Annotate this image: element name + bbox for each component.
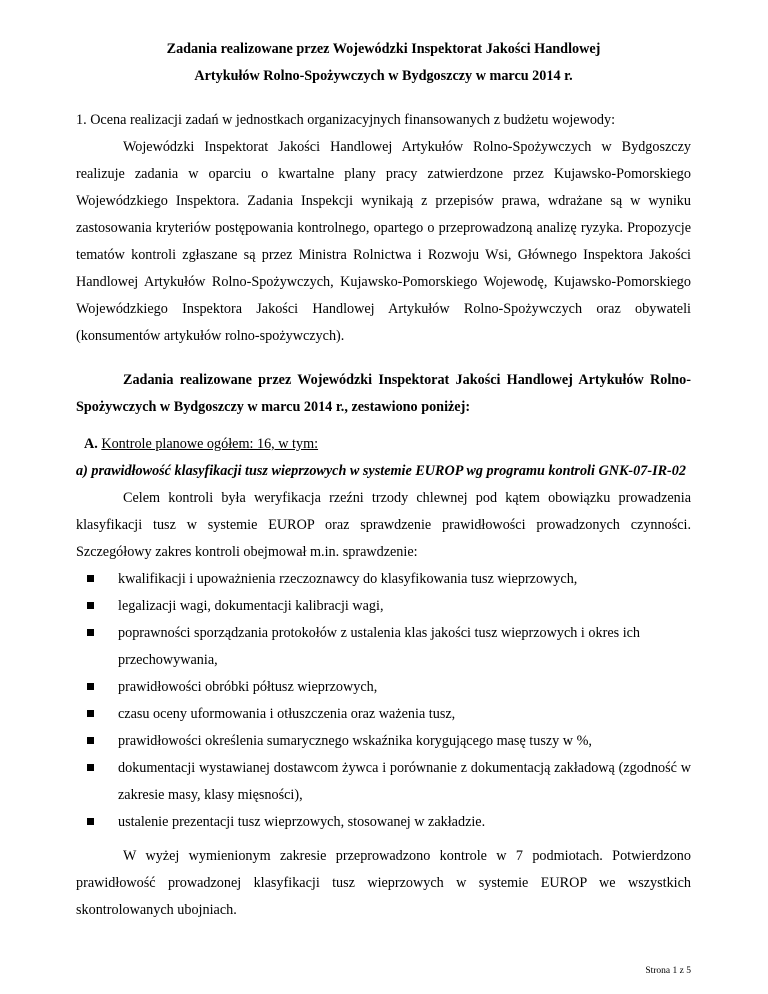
section-a-text: Kontrole planowe ogółem: 16, w tym: bbox=[101, 436, 319, 452]
list-item: poprawności sporządzania protokołów z ustalenia klas jakości tusz wieprzowych i okres ich przechowywania, bbox=[76, 620, 691, 674]
square-bullet-icon bbox=[87, 710, 94, 717]
page-number-footer: Strona 1 z 5 bbox=[645, 966, 691, 976]
section-a-heading bbox=[76, 431, 691, 458]
list-item: prawidłowości określenia sumarycznego wskaźnika korygującego masę tuszy w %, bbox=[76, 728, 691, 755]
list-item: dokumentacji wystawianej dostawcom żywca i porównanie z dokumentacją zakładową (zgodność w zakresie masy, klasy mięsności), bbox=[76, 755, 691, 809]
document-title-line-1: Zadania realizowane przez Wojewódzki Inspektorat Jakości Handlowej bbox=[166, 41, 601, 57]
list-item: czasu oceny uformowania i otłuszczenia oraz ważenia tusz, bbox=[76, 701, 691, 728]
square-bullet-icon bbox=[87, 764, 94, 771]
square-bullet-icon bbox=[87, 683, 94, 690]
paragraph-3: W wyżej wymienionym zakresie przeprowadzono kontrole w 7 podmiotach. Potwierdzono prawidłowość prowadzonej klasyfikacji tusz wieprzowych w systemie EUROP we wszystkich skontrolowanych ubojniach. bbox=[76, 848, 691, 918]
scope-bullet-list bbox=[76, 566, 691, 836]
list-item: prawidłowości obróbki półtusz wieprzowych, bbox=[76, 674, 691, 701]
square-bullet-icon bbox=[87, 575, 94, 582]
list-item: ustalenie prezentacji tusz wieprzowych, stosowanej w zakładzie. bbox=[76, 809, 691, 836]
list-item: kwalifikacji i upoważnienia rzeczoznawcy do klasyfikowania tusz wieprzowych, bbox=[76, 566, 691, 593]
square-bullet-icon bbox=[87, 737, 94, 744]
square-bullet-icon bbox=[87, 818, 94, 825]
document-body bbox=[76, 36, 691, 924]
bold-summary-paragraph: Zadania realizowane przez Wojewódzki Inspektorat Jakości Handlowej Artykułów Rolno-Spożywczych w Bydgoszczy w marcu 2014 r., zestawiono poniżej: bbox=[76, 372, 691, 415]
section-a-letter: A. bbox=[84, 436, 98, 452]
square-bullet-icon bbox=[87, 629, 94, 636]
paragraph-1: Wojewódzki Inspektorat Jakości Handlowej Artykułów Rolno-Spożywczych w Bydgoszczy realizuje zadania w oparciu o kwartalne plany pracy zatwierdzone przez Kujawsko-Pomorskiego Wojewódzkiego Inspektora. Zadania Inspekcji wynikają z przepisów prawa, wdrażane są w wyniku zastosowania kryteriów postępowania kontrolnego, opartego o przeprowadzoną analizę ryzyka. Propozycje tematów kontroli zgłaszane są przez Ministra Rolnictwa i Rozwoju Wsi, Głównego Inspektora Jakości Handlowej Artykułów Rolno-Spożywczych, Kujawsko-Pomorskiego Wojewodę, Kujawsko-Pomorskiego Wojewódzkiego Inspektora Jakości Handlowej Artykułów Rolno-Spożywczych oraz obywateli (konsumentów artykułów rolno-spożywczych). bbox=[76, 139, 691, 344]
square-bullet-icon bbox=[87, 602, 94, 609]
list-item: legalizacji wagi, dokumentacji kalibracji wagi, bbox=[76, 593, 691, 620]
paragraph-2: Celem kontroli była weryfikacja rzeźni trzody chlewnej pod kątem obowiązku prowadzenia klasyfikacji tusz w systemie EUROP oraz sprawdzenie prawidłowości prowadzonych czynności. Szczegółowy zakres kontroli obejmował m.in. sprawdzenie: bbox=[76, 490, 691, 560]
document-title-line-2: Artykułów Rolno-Spożywczych w Bydgoszczy w marcu 2014 r. bbox=[194, 68, 573, 84]
section-1-heading: 1. Ocena realizacji zadań w jednostkach organizacyjnych finansowanych z budżetu wojewody: bbox=[76, 112, 616, 128]
subsection-a-heading: a) prawidłowość klasyfikacji tusz wieprzowych w systemie EUROP wg programu kontroli GNK-07-IR-02 bbox=[76, 463, 686, 479]
